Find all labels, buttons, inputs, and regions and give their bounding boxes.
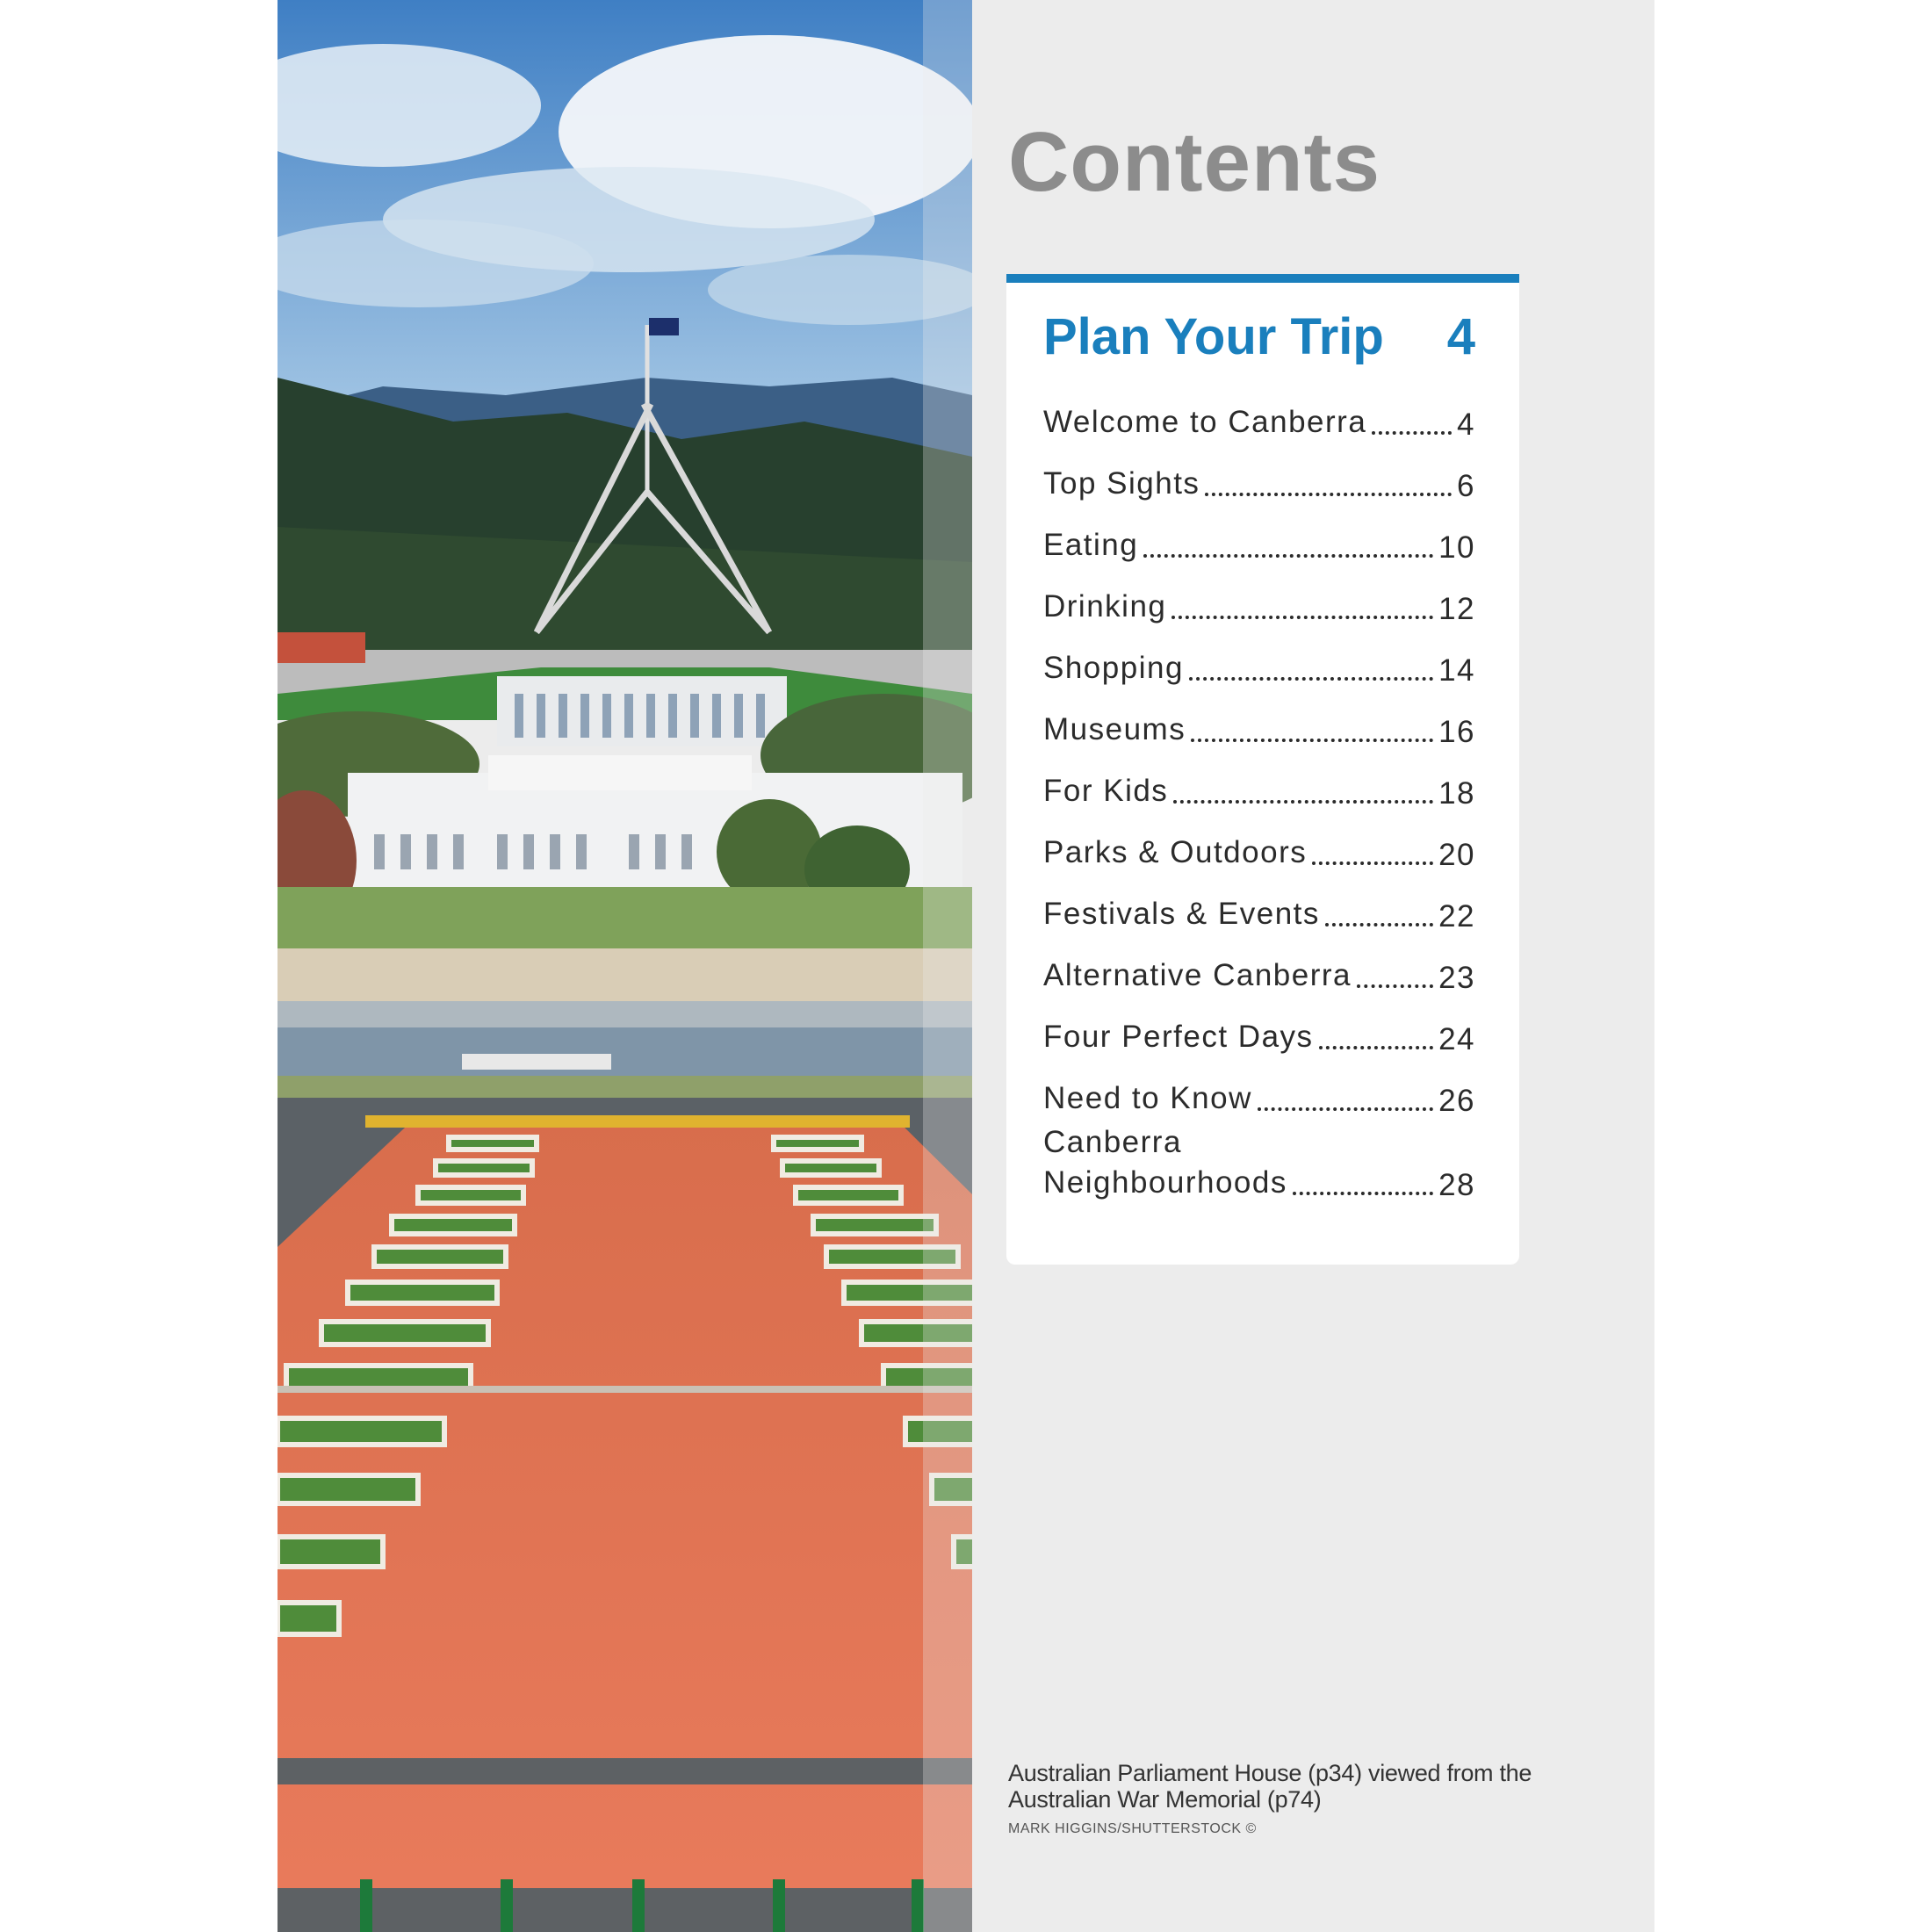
dot-leader (1189, 677, 1433, 681)
section-title: Plan Your Trip (1043, 308, 1384, 365)
toc-entry-label: Top Sights (1043, 466, 1200, 501)
dot-leader (1293, 1192, 1433, 1195)
dot-leader (1173, 800, 1433, 804)
toc-entry-label: Need to Know (1043, 1081, 1252, 1115)
toc-entry-page: 23 (1438, 961, 1475, 995)
toc-entry[interactable] (1043, 443, 1475, 504)
toc-entry-label: Museums (1043, 712, 1186, 746)
toc-entry[interactable] (1043, 1119, 1475, 1203)
toc-entry[interactable] (1043, 504, 1475, 566)
toc-entry-page: 18 (1438, 776, 1475, 811)
photo-caption (1008, 1760, 1553, 1837)
dot-leader (1171, 616, 1433, 619)
toc-entry-label: Festivals & Events (1043, 897, 1320, 931)
toc-entry-page: 22 (1438, 899, 1475, 934)
section-page-number: 4 (1446, 308, 1475, 365)
toc-entry-label: Shopping (1043, 651, 1184, 685)
toc-entry[interactable] (1043, 627, 1475, 688)
toc-list (1043, 381, 1475, 1203)
dot-leader (1325, 923, 1433, 926)
dot-leader (1312, 861, 1433, 865)
toc-entry-page: 28 (1438, 1168, 1475, 1202)
toc-entry-label: Canberra Neighbourhoods (1043, 1125, 1287, 1200)
dot-leader (1205, 493, 1452, 496)
dot-leader (1319, 1046, 1434, 1049)
dot-leader (1258, 1107, 1433, 1111)
toc-entry-page: 26 (1438, 1084, 1475, 1118)
photo-credit: MARK HIGGINS/SHUTTERSTOCK © (1008, 1821, 1257, 1836)
caption-text: Australian Parliament House (p34) viewed from the Australian War Memorial (p74) (1008, 1760, 1532, 1813)
toc-entry-page: 16 (1438, 715, 1475, 749)
toc-entry-page: 14 (1438, 653, 1475, 688)
toc-entry[interactable] (1043, 750, 1475, 811)
toc-entry[interactable] (1043, 996, 1475, 1057)
toc-entry-label: Drinking (1043, 589, 1167, 624)
toc-card (1006, 274, 1519, 1265)
toc-entry-label: Alternative Canberra (1043, 958, 1352, 992)
dot-leader (1372, 431, 1452, 435)
toc-entry-label: Four Perfect Days (1043, 1020, 1314, 1054)
section-header[interactable] (1043, 307, 1475, 366)
book-page (278, 0, 1654, 1932)
toc-entry[interactable] (1043, 811, 1475, 873)
toc-entry-page: 10 (1438, 530, 1475, 565)
toc-entry-label: Parks & Outdoors (1043, 835, 1308, 869)
toc-entry-label: Eating (1043, 528, 1139, 562)
parliament-house-photo (278, 0, 972, 1932)
cover-photo (278, 0, 972, 1932)
toc-entry-page: 24 (1438, 1022, 1475, 1056)
dot-leader (1191, 739, 1433, 742)
photo-fade-strip (923, 0, 972, 1932)
toc-entry[interactable] (1043, 381, 1475, 443)
toc-entry-label: For Kids (1043, 774, 1169, 808)
toc-entry[interactable] (1043, 934, 1475, 996)
toc-entry-page: 6 (1457, 469, 1475, 503)
toc-entry-page: 20 (1438, 838, 1475, 872)
toc-entry[interactable] (1043, 1057, 1475, 1119)
page-title: Contents (1008, 115, 1381, 209)
toc-entry-page: 4 (1457, 407, 1475, 442)
dot-leader (1143, 554, 1433, 558)
toc-entry[interactable] (1043, 873, 1475, 934)
dot-leader (1357, 984, 1433, 988)
toc-entry-page: 12 (1438, 592, 1475, 626)
toc-entry-label: Welcome to Canberra (1043, 405, 1367, 439)
toc-entry[interactable] (1043, 566, 1475, 627)
toc-entry[interactable] (1043, 688, 1475, 750)
